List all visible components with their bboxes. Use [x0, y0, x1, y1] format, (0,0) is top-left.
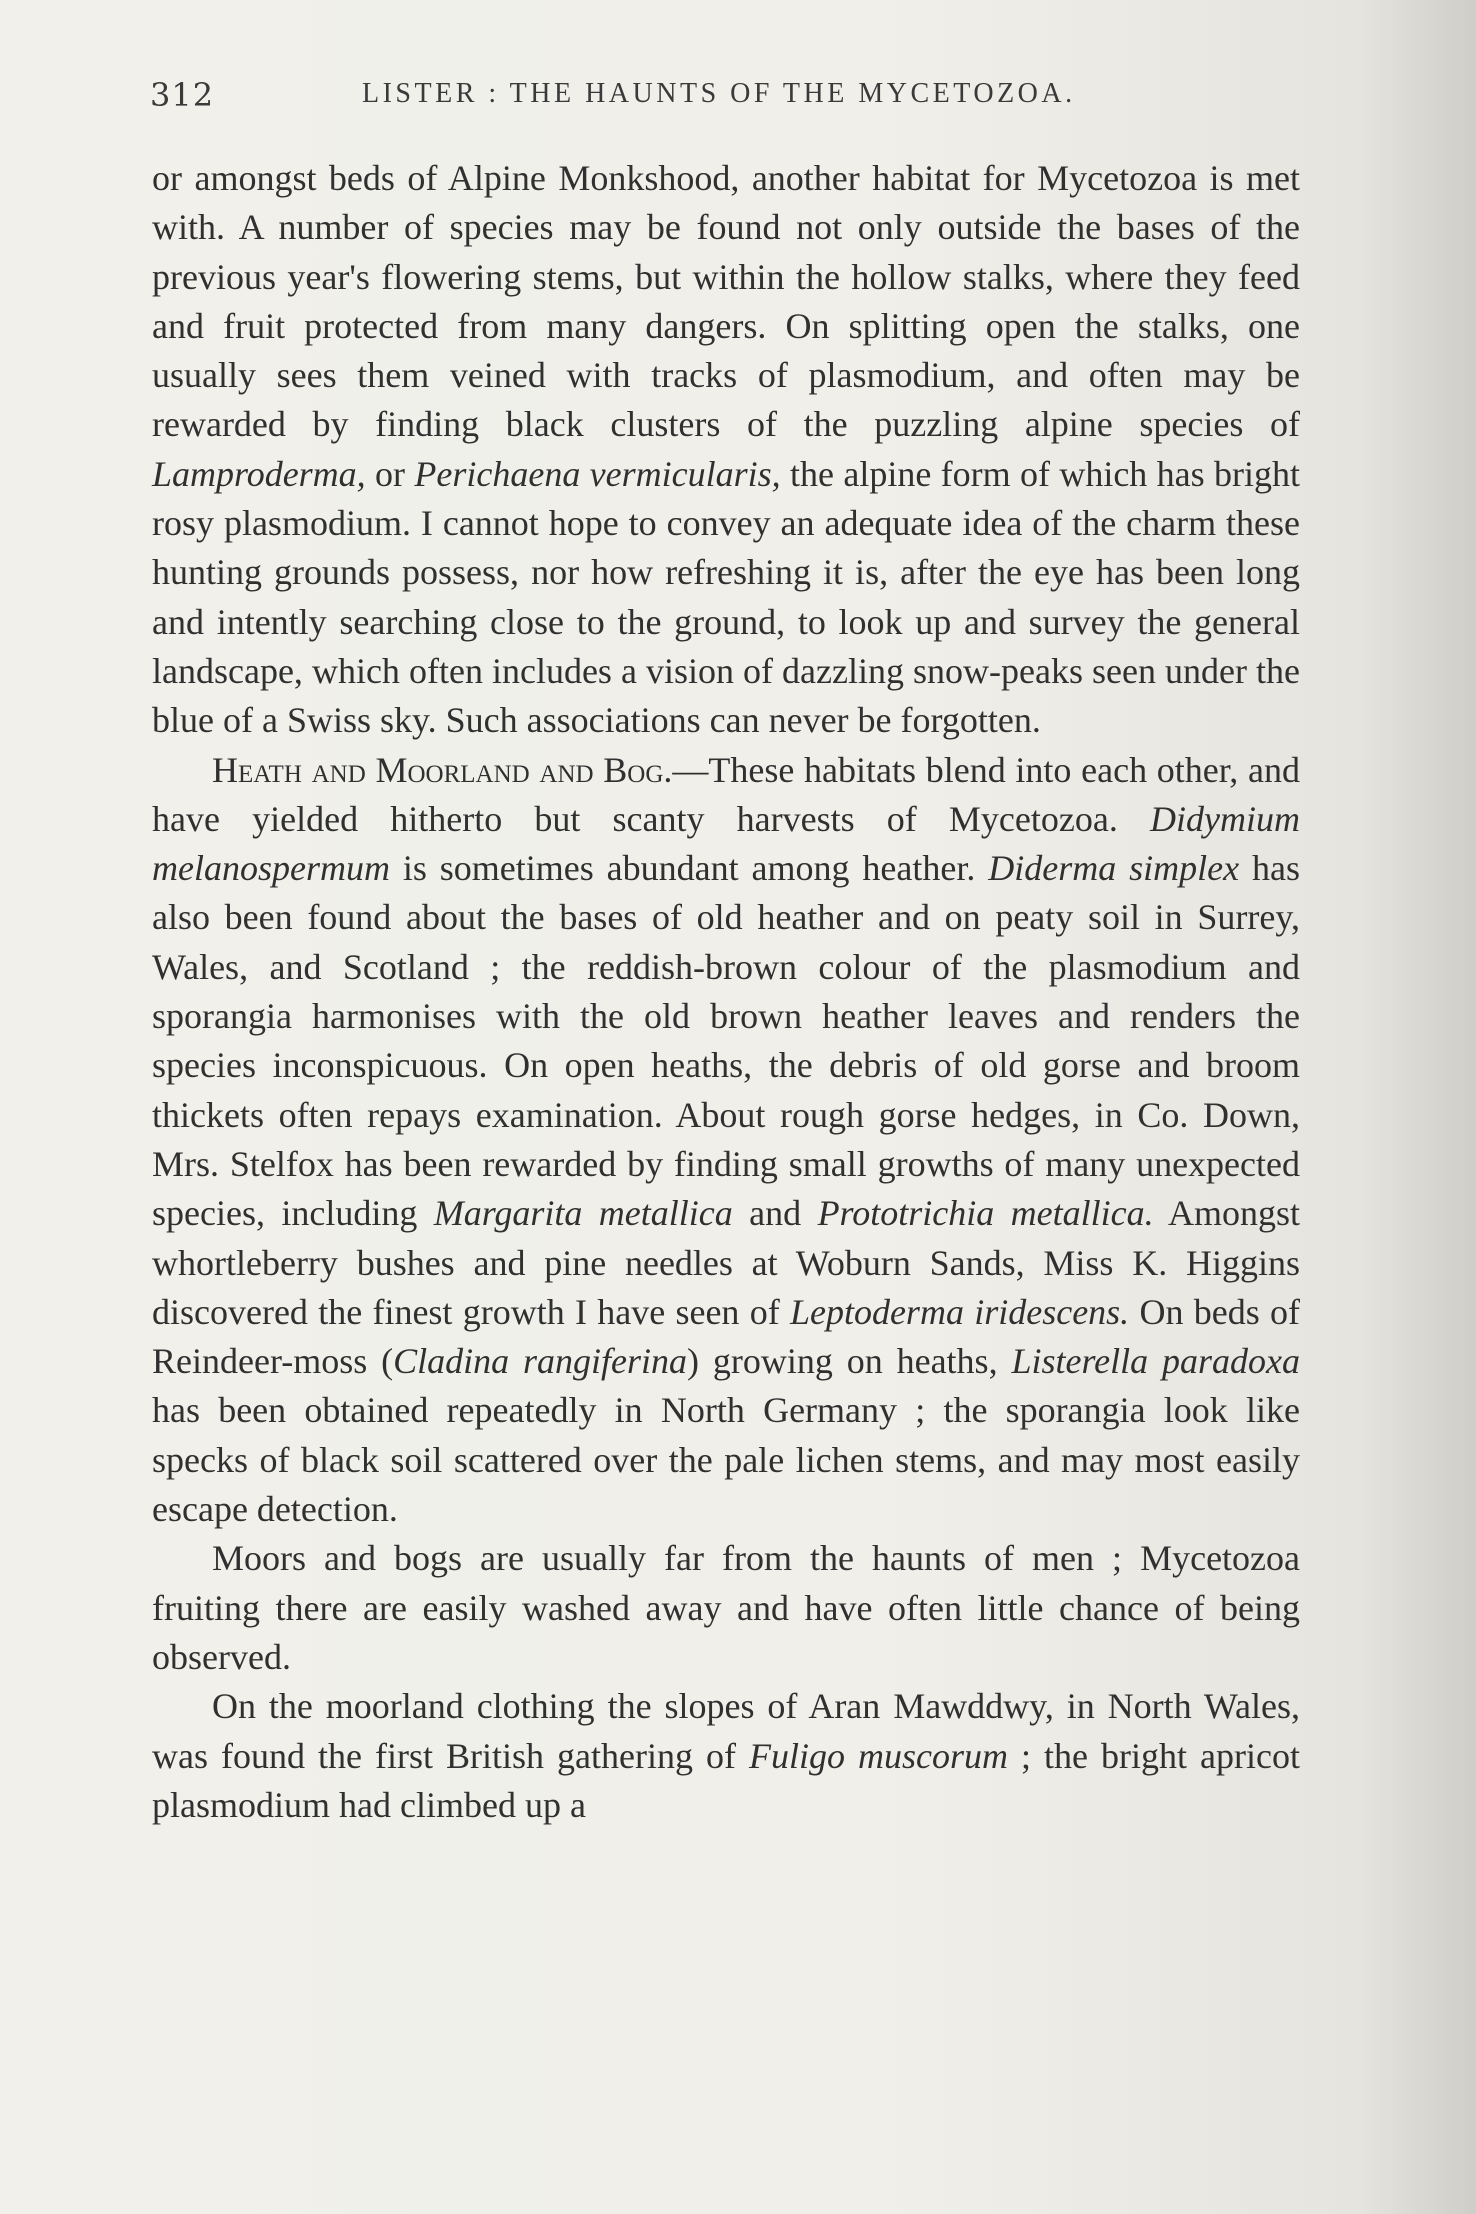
text-run: Moors and bogs are usually far from the haunts of men ; Mycetozoa fruiting there are easily washed away and have often little chance of being observed. [152, 1538, 1300, 1677]
text-run: has also been found about the bases of old heather and on peaty soil in Surrey, Wales, and Scotland ; the reddish-brown colour of the plasmodium and sporangia harmonises with the old brown heather leaves and renders the species inconspicuous. On open heaths, the debris of old gorse and broom thickets often repays examination. About rough gorse hedges, in Co. Down, Mrs. Stelfox has been rewarded by finding small growths of many unexpected species, including [152, 848, 1300, 1234]
taxon-name: Cladina rangiferina [393, 1341, 687, 1382]
taxon-name: Prototrichia metallica. [817, 1193, 1154, 1234]
text-run: On beds of Reindeer-moss ( [152, 1291, 1300, 1382]
paragraph-3 [152, 1534, 1300, 1682]
paragraph-1 [152, 154, 1300, 746]
text-run: ; the bright apricot plasmodium had climbed up a [152, 1735, 1300, 1825]
text-run: or [365, 453, 415, 494]
text-run: is sometimes abundant among heather. [389, 848, 989, 889]
section-heading: Heath and Moorland and Bog. [212, 749, 673, 790]
running-title: LISTER : THE HAUNTS OF THE MYCETOZOA. [362, 78, 1076, 109]
taxon-name: Listerella paradoxa [1011, 1341, 1300, 1382]
paragraph-2 [152, 746, 1300, 1535]
taxon-name: Margarita metallica [433, 1193, 733, 1234]
body-text [152, 154, 1300, 1830]
text-run: the alpine form of which has bright rosy plasmodium. I cannot hope to convey an adequate idea of the charm these hunting grounds possess, nor how refreshing it is, after the eye has been long and intently searching close to the ground, to look up and survey the general landscape, which often includes a vision of dazzling snow-peaks seen under the blue of a Swiss sky. Such associations can never be forgotten. [152, 453, 1300, 741]
text-run: has been obtained repeatedly in North Germany ; the sporangia look like specks of black soil scattered over the pale lichen stems, and may most easily escape detection. [152, 1390, 1300, 1530]
paragraph-4 [152, 1682, 1300, 1830]
taxon-name: Leptoderma iridescens. [789, 1291, 1130, 1332]
running-head [0, 76, 1476, 130]
taxon-name: Fuligo muscorum [749, 1735, 1009, 1776]
text-run: ) growing on heaths, [687, 1341, 1012, 1382]
taxon-name: Didymium melanospermum [152, 798, 1300, 889]
taxon-name: Diderma simplex [988, 848, 1240, 889]
page-number: 312 [150, 76, 215, 114]
text-run: and [732, 1193, 818, 1234]
text-run: On the moorland clothing the slopes of Aran Mawddwy, in North Wales, was found the first British gathering of [152, 1686, 1300, 1776]
text-run: Amongst whortleberry bushes and pine needles at Woburn Sands, Miss K. Higgins discovered the finest growth I have seen of [152, 1193, 1301, 1332]
taxon-name: Perichaena vermicularis, [414, 453, 781, 494]
text-run: —These habitats blend into each other, and have yielded hitherto but scanty harvests of Mycetozoa. [152, 749, 1300, 839]
taxon-name: Lamproderma, [152, 453, 366, 494]
text-run: or amongst beds of Alpine Monkshood, another habitat for Mycetozoa is met with. A number of species may be found not only outside the bases of the previous year's flowering stems, but within the hollow stalks, where they feed and fruit protected from many dangers. On splitting open the stalks, one usually sees them veined with tracks of plasmodium, and often may be rewarded by finding black clusters of the puzzling alpine species of [152, 158, 1300, 445]
